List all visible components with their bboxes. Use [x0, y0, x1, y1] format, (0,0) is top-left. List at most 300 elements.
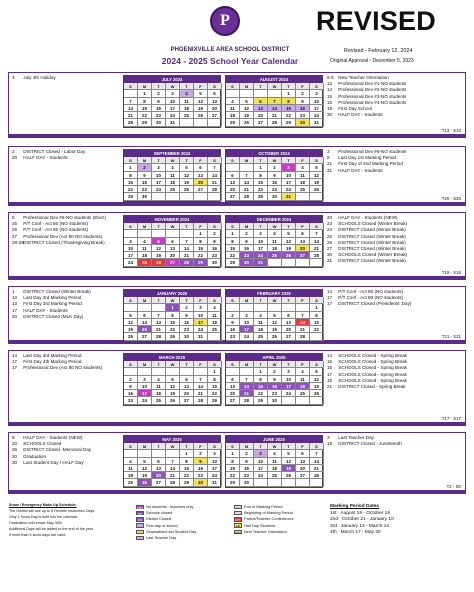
- day-cell: 25: [268, 472, 282, 479]
- marking-num: 4th: [330, 530, 337, 536]
- day-cell: 19: [124, 326, 138, 333]
- event-text: HALF DAY - Students (NEW): [22, 435, 83, 440]
- event-text: SCHOOLS Closed - Spring Break: [337, 365, 407, 371]
- day-cell: 9: [152, 98, 166, 105]
- event-date: 17: [327, 295, 333, 301]
- day-cell: 26: [240, 119, 254, 126]
- day-cell: 24: [254, 472, 268, 479]
- day-cell: 2: [268, 164, 282, 171]
- legend-label: Graduation/Last Student Day: [146, 528, 197, 534]
- event-text: Professional Dev #2-NO students: [337, 87, 407, 93]
- event-date: 5: [12, 215, 15, 220]
- day-cell: 5: [240, 98, 254, 105]
- day-cell: 10: [208, 458, 222, 465]
- month-grid: [124, 361, 220, 405]
- day-cell: 14: [180, 245, 194, 252]
- event-text: DISTRICT Closed (Winter Break): [337, 233, 406, 239]
- event-text: Graduation: [22, 453, 47, 459]
- day-cell: 21: [310, 245, 324, 252]
- day-cell: 1: [124, 164, 138, 171]
- day-cell: 25: [180, 112, 194, 119]
- day-cell: 21: [124, 112, 138, 119]
- day-head: T: [180, 157, 194, 164]
- day-cell: 18: [124, 472, 138, 479]
- day-head: T: [152, 297, 166, 304]
- day-cell: [226, 90, 240, 97]
- events-left: [12, 75, 56, 81]
- day-cell: 29: [254, 397, 268, 404]
- day-cell: 25: [254, 333, 268, 340]
- day-cell: 18: [166, 179, 180, 186]
- day-head: W: [268, 83, 282, 90]
- day-cell: 5: [268, 312, 282, 319]
- day-cell: 13: [226, 179, 240, 186]
- day-cell: 2: [194, 450, 208, 457]
- day-cell: [194, 119, 208, 126]
- snow-note-line: Additional Days will be added to the end of the year: [9, 527, 94, 531]
- day-cell: 8: [226, 238, 240, 245]
- day-cell: 16: [226, 326, 240, 333]
- event-date: 16: [327, 99, 333, 105]
- day-cell: 11: [268, 238, 282, 245]
- day-head: S: [226, 83, 240, 90]
- block-total: T2 - S0: [446, 484, 461, 489]
- day-cell: [296, 259, 310, 266]
- event-text: HALF DAY - Students (NEW): [337, 215, 398, 220]
- day-head: M: [138, 83, 152, 90]
- day-cell: 17: [152, 179, 166, 186]
- month-calendar: [123, 149, 221, 202]
- day-head: S: [124, 157, 138, 164]
- day-cell: 13: [180, 383, 194, 390]
- day-cell: 17: [254, 245, 268, 252]
- event-date: 21: [327, 161, 333, 167]
- day-cell: [268, 90, 282, 97]
- legend-item: [234, 523, 275, 529]
- day-head: T: [254, 361, 268, 368]
- legend-swatch: [234, 511, 242, 516]
- day-cell: 7: [268, 98, 282, 105]
- legend-label: First day of school: [146, 522, 178, 528]
- day-cell: 10: [282, 172, 296, 179]
- day-cell: 3: [138, 376, 152, 383]
- day-cell: 30: [268, 397, 282, 404]
- day-cell: 22: [208, 390, 222, 397]
- day-cell: 21: [180, 252, 194, 259]
- event-text: Last Day 1st Marking Period: [337, 155, 396, 161]
- day-head: S: [310, 443, 324, 450]
- event-text: SCHOOLS Closed: [22, 441, 62, 447]
- day-head: M: [240, 361, 254, 368]
- day-cell: 15: [282, 105, 296, 112]
- event-row: [12, 314, 91, 320]
- day-cell: 6: [194, 164, 208, 171]
- day-cell: 3: [282, 368, 296, 375]
- day-cell: [282, 304, 296, 311]
- legend-label: District Closed: [146, 516, 172, 522]
- event-row: [12, 365, 102, 371]
- day-cell: 10: [254, 458, 268, 465]
- day-cell: 28: [152, 333, 166, 340]
- day-cell: 29: [208, 397, 222, 404]
- day-cell: 28: [194, 397, 208, 404]
- day-cell: 11: [152, 383, 166, 390]
- day-cell: 3: [124, 238, 138, 245]
- day-cell: 29: [124, 193, 138, 200]
- day-cell: 31: [166, 119, 180, 126]
- day-head: F: [296, 157, 310, 164]
- day-head: F: [194, 443, 208, 450]
- day-cell: 20: [296, 245, 310, 252]
- event-date: 14: [12, 353, 18, 358]
- event-date: 3: [327, 435, 330, 440]
- day-cell: 26: [310, 186, 324, 193]
- event-text: SCHOOLS Closed - Spring Break: [337, 371, 407, 377]
- event-text: P/T Conf - Act 80 (NO students): [22, 227, 89, 233]
- day-cell: 20: [282, 326, 296, 333]
- day-cell: 24: [208, 472, 222, 479]
- month-block: [8, 350, 466, 426]
- day-head: S: [208, 361, 222, 368]
- day-cell: 6: [152, 458, 166, 465]
- day-head: T: [152, 443, 166, 450]
- event-date: 9: [12, 435, 15, 440]
- day-cell: 28: [310, 252, 324, 259]
- day-head: S: [124, 223, 138, 230]
- month-grid: [226, 157, 322, 201]
- day-cell: 18: [152, 390, 166, 397]
- day-cell: 30: [138, 193, 152, 200]
- marking-num: 3rd: [330, 523, 337, 529]
- day-cell: [268, 479, 282, 486]
- day-cell: 18: [180, 105, 194, 112]
- day-cell: 16: [208, 245, 222, 252]
- day-cell: 3: [208, 450, 222, 457]
- event-text: Last Student Day / HALF Day: [22, 459, 84, 465]
- marking-row: [330, 517, 394, 524]
- legend-swatch: DC: [137, 518, 143, 523]
- day-cell: 23: [226, 333, 240, 340]
- logo-letter: P: [220, 12, 230, 29]
- day-cell: 14: [152, 319, 166, 326]
- day-cell: 23: [208, 252, 222, 259]
- day-cell: 3: [254, 230, 268, 237]
- day-cell: 5: [166, 376, 180, 383]
- day-cell: 3: [152, 164, 166, 171]
- day-cell: 27: [254, 119, 268, 126]
- legend-item: [136, 529, 196, 535]
- month-calendar: [225, 289, 323, 342]
- day-cell: 5: [310, 164, 324, 171]
- day-cell: [282, 479, 296, 486]
- month-calendar: [225, 75, 323, 128]
- day-cell: 20: [180, 390, 194, 397]
- day-cell: 8: [194, 238, 208, 245]
- event-date: 30: [327, 252, 333, 258]
- day-cell: 9: [194, 458, 208, 465]
- day-cell: 6: [138, 312, 152, 319]
- event-date: 8: [327, 155, 330, 161]
- events-left: [12, 353, 102, 372]
- day-head: F: [296, 443, 310, 450]
- day-cell: 22: [166, 326, 180, 333]
- day-cell: 10: [138, 383, 152, 390]
- day-head: S: [226, 297, 240, 304]
- day-head: M: [240, 83, 254, 90]
- day-cell: 15: [254, 179, 268, 186]
- event-date: 31: [327, 258, 333, 264]
- day-cell: [310, 397, 324, 404]
- event-date: 25: [12, 221, 18, 227]
- day-cell: 17: [194, 319, 208, 326]
- marking-range: January 13 - March 14: [340, 523, 389, 529]
- day-cell: 31: [194, 333, 208, 340]
- day-cell: 26: [180, 186, 194, 193]
- day-cell: 22: [124, 186, 138, 193]
- event-date: 20: [327, 215, 333, 220]
- day-cell: 26: [138, 479, 152, 486]
- day-cell: 14: [208, 172, 222, 179]
- day-cell: 16: [180, 319, 194, 326]
- day-cell: 2: [296, 90, 310, 97]
- day-cell: 11: [166, 172, 180, 179]
- day-cell: 20: [226, 186, 240, 193]
- event-text: Last Day 3rd Marking Period: [22, 353, 82, 358]
- day-cell: [296, 479, 310, 486]
- day-cell: [124, 304, 138, 311]
- day-head: M: [138, 297, 152, 304]
- day-cell: 19: [310, 179, 324, 186]
- day-cell: 20: [296, 465, 310, 472]
- day-cell: 20: [166, 252, 180, 259]
- day-head: M: [138, 157, 152, 164]
- day-head: S: [310, 83, 324, 90]
- month-header: SEPTEMBER 2024: [124, 150, 220, 157]
- day-cell: 16: [138, 179, 152, 186]
- month-calendar: [123, 353, 221, 406]
- legend-swatch: SC: [137, 511, 143, 516]
- day-cell: 22: [254, 390, 268, 397]
- day-cell: 30: [152, 119, 166, 126]
- day-cell: 19: [282, 465, 296, 472]
- day-cell: 30: [268, 193, 282, 200]
- day-cell: 21: [296, 326, 310, 333]
- day-cell: 9: [226, 319, 240, 326]
- day-cell: 11: [208, 312, 222, 319]
- day-cell: [180, 119, 194, 126]
- day-cell: [152, 304, 166, 311]
- day-cell: 4: [152, 376, 166, 383]
- day-cell: 31: [310, 119, 324, 126]
- event-text: Professional Dev #1-NO students: [337, 81, 407, 87]
- day-cell: 29: [226, 259, 240, 266]
- events-right: [327, 149, 406, 174]
- day-cell: [194, 368, 208, 375]
- event-text: July 4th Holiday: [22, 75, 56, 80]
- marking-row: [330, 530, 394, 537]
- day-cell: 26: [194, 112, 208, 119]
- day-cell: [310, 479, 324, 486]
- day-head: T: [152, 157, 166, 164]
- legend-swatch: PDA: [137, 505, 144, 510]
- day-cell: 28: [166, 479, 180, 486]
- day-cell: 2: [240, 230, 254, 237]
- day-cell: 13: [166, 245, 180, 252]
- day-cell: 8: [180, 458, 194, 465]
- day-cell: [152, 368, 166, 375]
- day-head: T: [152, 223, 166, 230]
- day-cell: 8: [282, 98, 296, 105]
- event-date: 18: [327, 377, 333, 383]
- day-cell: 9: [240, 238, 254, 245]
- day-cell: 17: [282, 383, 296, 390]
- events-right: [327, 353, 407, 390]
- day-cell: [282, 259, 296, 266]
- month-calendar: [123, 289, 221, 342]
- day-cell: 11: [180, 98, 194, 105]
- day-cell: 31: [208, 479, 222, 486]
- day-cell: 18: [268, 465, 282, 472]
- day-cell: 9: [268, 376, 282, 383]
- event-date: 30: [12, 453, 18, 459]
- day-cell: 3: [240, 312, 254, 319]
- day-cell: 19: [282, 245, 296, 252]
- event-date: 20: [12, 313, 18, 319]
- day-cell: 1: [254, 164, 268, 171]
- day-cell: [296, 193, 310, 200]
- day-head: T: [282, 361, 296, 368]
- event-text: DISTRICT Closed (MLK Day): [22, 313, 84, 319]
- day-cell: [254, 479, 268, 486]
- day-cell: 16: [268, 383, 282, 390]
- event-text: SCHOOLS Closed (Winter Break): [337, 221, 408, 227]
- day-cell: 16: [124, 390, 138, 397]
- day-cell: 6: [208, 90, 222, 97]
- day-cell: [240, 90, 254, 97]
- day-cell: 17: [124, 252, 138, 259]
- event-date: 17: [12, 359, 18, 365]
- day-cell: [226, 304, 240, 311]
- day-cell: 13: [152, 465, 166, 472]
- day-cell: 19: [138, 472, 152, 479]
- day-cell: 23: [152, 112, 166, 119]
- legend-swatch: P/T: [235, 518, 241, 523]
- day-cell: 21: [152, 326, 166, 333]
- day-cell: 4: [254, 312, 268, 319]
- day-cell: 10: [310, 98, 324, 105]
- event-text: DISTRICT Closed (Presidents' Day): [337, 301, 412, 307]
- day-cell: 16: [240, 245, 254, 252]
- legend-label: Last Teacher Day: [146, 535, 177, 540]
- event-text: DISTRICT Closed -Memorial Day: [22, 447, 92, 453]
- day-cell: 26: [124, 333, 138, 340]
- day-cell: 10: [282, 376, 296, 383]
- day-cell: 23: [240, 252, 254, 259]
- day-cell: [268, 259, 282, 266]
- block-total: T17 - S17: [441, 416, 461, 421]
- day-cell: 21: [310, 465, 324, 472]
- day-cell: 30: [240, 479, 254, 486]
- day-cell: 22: [226, 472, 240, 479]
- day-cell: 7: [124, 98, 138, 105]
- day-cell: 19: [240, 112, 254, 119]
- day-head: M: [240, 223, 254, 230]
- day-cell: 1: [282, 90, 296, 97]
- event-date: 10: [12, 295, 18, 301]
- event-date: 19: [327, 441, 333, 447]
- day-head: W: [166, 443, 180, 450]
- day-cell: [310, 193, 324, 200]
- day-cell: [166, 193, 180, 200]
- day-cell: 7: [180, 238, 194, 245]
- day-cell: 13: [296, 458, 310, 465]
- day-cell: 15: [124, 179, 138, 186]
- day-cell: 2: [138, 164, 152, 171]
- day-cell: 1: [180, 450, 194, 457]
- month-grid: [124, 223, 220, 267]
- month-grid: [226, 297, 322, 341]
- event-date: 13: [327, 81, 333, 87]
- legend-item: [136, 510, 172, 516]
- day-cell: 9: [240, 458, 254, 465]
- day-head: S: [208, 157, 222, 164]
- day-cell: 6: [226, 172, 240, 179]
- day-cell: 23: [138, 186, 152, 193]
- month-grid: [124, 443, 220, 487]
- month-grid: [124, 83, 220, 127]
- month-header: JUNE 2025: [226, 436, 322, 443]
- event-date: 26: [12, 447, 18, 453]
- original-approval: Original Approval - December 5, 2023: [330, 58, 414, 64]
- month-header: FEBRUARY 2025: [226, 290, 322, 297]
- day-cell: 24: [282, 390, 296, 397]
- day-cell: 3: [194, 304, 208, 311]
- day-cell: 6: [296, 450, 310, 457]
- event-text: HALF DAY - Students: [22, 307, 68, 313]
- event-date: 19: [327, 105, 333, 111]
- event-date: 20: [12, 441, 18, 447]
- day-cell: 4: [138, 238, 152, 245]
- event-date: 4: [12, 75, 15, 80]
- day-cell: 4: [180, 90, 194, 97]
- day-cell: 23: [268, 186, 282, 193]
- day-cell: 29: [138, 119, 152, 126]
- day-cell: [226, 164, 240, 171]
- day-cell: 28: [208, 186, 222, 193]
- day-cell: 15: [254, 383, 268, 390]
- day-cell: 18: [226, 112, 240, 119]
- day-cell: 4: [226, 98, 240, 105]
- event-text: Professional Dev (Act 80 NO students): [22, 365, 103, 371]
- day-head: S: [310, 157, 324, 164]
- day-cell: 24: [152, 186, 166, 193]
- day-cell: [138, 368, 152, 375]
- day-cell: [166, 230, 180, 237]
- day-head: W: [166, 297, 180, 304]
- day-head: T: [254, 297, 268, 304]
- day-cell: [152, 193, 166, 200]
- day-head: W: [268, 443, 282, 450]
- legend-item: [136, 535, 176, 541]
- day-cell: [166, 368, 180, 375]
- day-cell: 1: [226, 450, 240, 457]
- month-header: MARCH 2025: [124, 354, 220, 361]
- event-text: SCHOOLS Closed - Spring Break: [337, 377, 407, 383]
- events-right: [327, 435, 402, 447]
- day-cell: 20: [226, 390, 240, 397]
- day-head: S: [310, 297, 324, 304]
- event-date: 17: [12, 307, 18, 313]
